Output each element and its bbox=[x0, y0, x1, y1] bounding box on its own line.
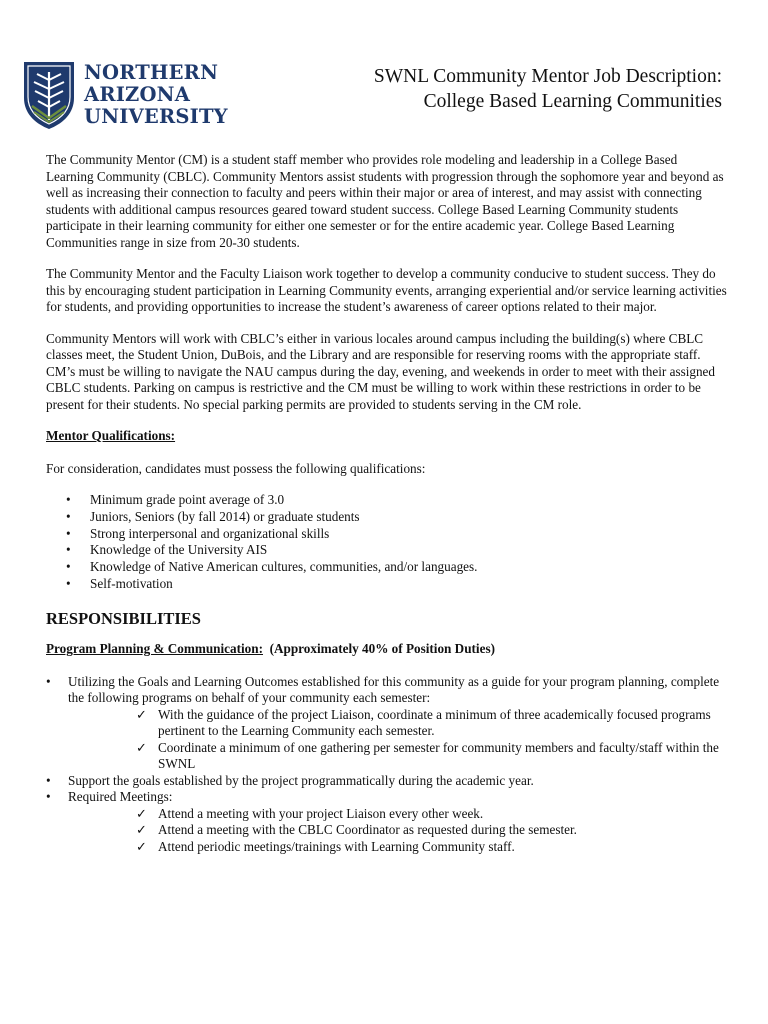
qualification-text: Knowledge of Native American cultures, communities, and/or languages. bbox=[90, 559, 478, 575]
responsibility-text: Utilizing the Goals and Learning Outcomes established for this community as a guide for your program planning, complete the following programs on behalf of your community each semester: bbox=[68, 673, 720, 706]
sub-item-text: Attend a meeting with your project Liaison every other week. bbox=[158, 805, 484, 821]
logo-line-1: NORTHERN bbox=[84, 61, 219, 84]
responsibilities-list bbox=[46, 674, 728, 856]
intro-paragraph: The Community Mentor (CM) is a student staff member who provides role modeling and leadership in a College Based Learning Community (CBLC). Community Mentors assist students with progression through the sophomore year and beyond as well as increasing their connection to faculty and peers within their major or area of interest, and may assist with connecting students with additional campus resources geared toward student success. College Based Learning Community students participate in their learning community for either one semester or for the entire academic year. College Based Learning Communities range in size from 20-30 students. bbox=[46, 152, 724, 250]
title-line-2: College Based Learning Communities bbox=[423, 91, 722, 112]
university-logo bbox=[22, 60, 232, 132]
qualification-text: Self-motivation bbox=[90, 575, 173, 591]
bullet-icon: • bbox=[66, 508, 71, 524]
list-item bbox=[46, 526, 728, 543]
nau-shield-icon bbox=[22, 60, 76, 130]
list-item bbox=[46, 559, 728, 576]
list-item bbox=[136, 740, 728, 773]
checkmark-icon: ✓ bbox=[136, 822, 148, 838]
sub-item-text: Attend periodic meetings/trainings with Learning Community staff. bbox=[158, 838, 515, 854]
locations-paragraph: Community Mentors will work with CBLC’s either in various locales around campus including the building(s) where CBLC classes meet, the Student Union, DuBois, and the Library and are responsible for reserving rooms with the appropriate staff. CM’s must be willing to navigate the NAU campus during the day, evening, and weekends in order to meet with their assigned CBLC students. Parking on campus is restrictive and the CM must be willing to work within these restrictions in order to be present for their students. No special parking permits are provided to students serving in the CM role. bbox=[46, 330, 716, 412]
qualification-text: Knowledge of the University AIS bbox=[90, 542, 268, 558]
liaison-paragraph: The Community Mentor and the Faculty Liaison work together to develop a community conducive to student success. They do this by encouraging student participation in Learning Community events, arranging experiential and/or service learning activities for students, and providing opportunities to increase the student’s awareness of career options related to their major. bbox=[46, 266, 727, 314]
bullet-icon: • bbox=[46, 789, 51, 805]
checkmark-icon: ✓ bbox=[136, 838, 148, 854]
qualification-text: Minimum grade point average of 3.0 bbox=[90, 492, 285, 507]
qualification-text: Strong interpersonal and organizational skills bbox=[90, 525, 330, 541]
list-item bbox=[136, 822, 728, 839]
title-line-1: SWNL Community Mentor Job Description: bbox=[373, 66, 722, 87]
logo-line-3: UNIVERSITY bbox=[84, 105, 228, 128]
list-item bbox=[136, 806, 728, 823]
bullet-icon: • bbox=[46, 772, 51, 788]
sub-list bbox=[68, 707, 728, 773]
sub-item-text: With the guidance of the project Liaison, coordinate a minimum of three academically focused programs pertinent to the Learning Community each semester. bbox=[158, 706, 711, 739]
qualifications-intro: For consideration, candidates must possess the following qualifications: bbox=[46, 460, 426, 476]
bullet-icon: • bbox=[66, 492, 71, 507]
checkmark-icon: ✓ bbox=[136, 805, 148, 821]
bullet-icon: • bbox=[66, 542, 71, 558]
bullet-icon: • bbox=[66, 559, 71, 575]
document-body bbox=[46, 152, 728, 855]
list-item bbox=[136, 839, 728, 856]
logo-line-2: ARIZONA bbox=[84, 83, 191, 106]
bullet-icon: • bbox=[46, 673, 51, 689]
bullet-icon: • bbox=[66, 525, 71, 541]
list-item bbox=[46, 674, 728, 773]
document-title bbox=[374, 64, 722, 114]
bullet-icon: • bbox=[66, 575, 71, 591]
list-item bbox=[46, 789, 728, 855]
sub-item-text: Coordinate a minimum of one gathering per semester for community members and faculty/staff within the SWNL bbox=[158, 739, 719, 772]
qualifications-heading: Mentor Qualifications: bbox=[46, 428, 176, 443]
program-planning-heading bbox=[46, 641, 728, 658]
responsibility-text: Required Meetings: bbox=[68, 789, 173, 805]
list-item bbox=[136, 707, 728, 740]
qualifications-list bbox=[46, 492, 728, 593]
list-item bbox=[46, 509, 728, 526]
list-item bbox=[46, 773, 728, 790]
sub-item-text: Attend a meeting with the CBLC Coordinator as requested during the semester. bbox=[158, 822, 577, 838]
section-label: Program Planning & Communication: bbox=[46, 641, 263, 657]
qualification-text: Juniors, Seniors (by fall 2014) or graduate students bbox=[90, 508, 360, 524]
list-item bbox=[46, 492, 728, 509]
university-name bbox=[84, 62, 228, 128]
list-item bbox=[46, 576, 728, 593]
responsibilities-heading: RESPONSIBILITIES bbox=[46, 608, 201, 628]
responsibility-text: Support the goals established by the project programmatically during the academic year. bbox=[68, 772, 534, 788]
section-note: (Approximately 40% of Position Duties) bbox=[269, 641, 495, 657]
sub-list bbox=[68, 806, 728, 856]
checkmark-icon: ✓ bbox=[136, 739, 148, 755]
checkmark-icon: ✓ bbox=[136, 706, 148, 722]
list-item bbox=[46, 542, 728, 559]
